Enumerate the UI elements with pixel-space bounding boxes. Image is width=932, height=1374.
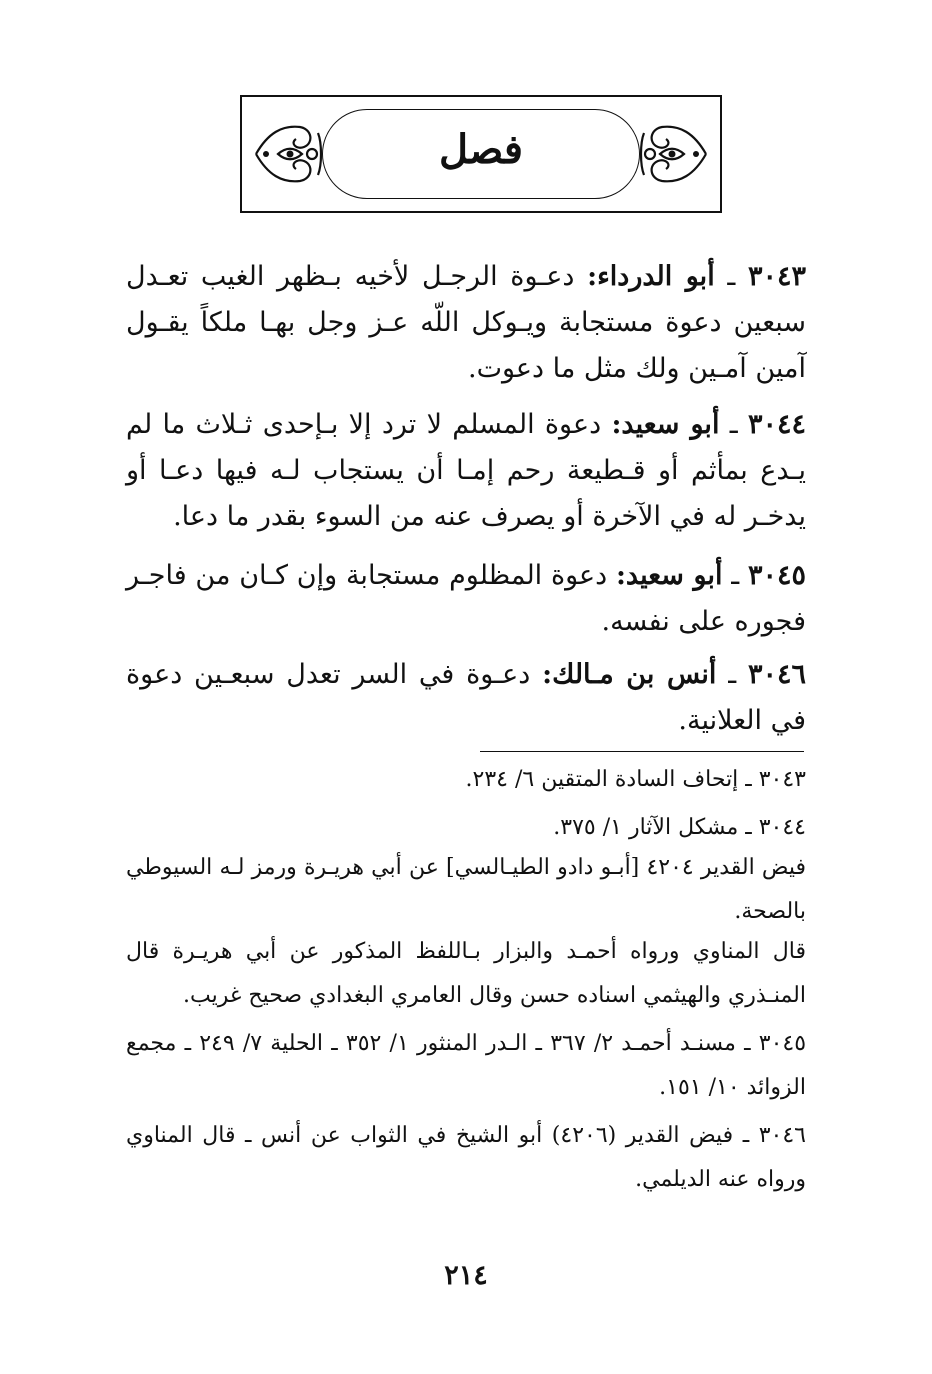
footnote: ٣٠٤٦ ـ فيض القدير (٤٢٠٦) أبو الشيخ في الثواب عن أنس ـ قال المناوي ورواه عنه الديلمي.: [126, 1123, 806, 1192]
arabesque-ornament-icon: [638, 113, 714, 195]
hadith-entry: ٣٠٤٣ ـ أبو الدرداء: دعـوة الرجـل لأخيه بـظهر الغيب تعـدل سبعين دعوة مستجابة ويـوكل اللّه عـز وجل بهـا ملكاً يقـول آمين آمـين ولك مثل ما دعوت.: [126, 261, 806, 384]
entry-text: دعوة المسلم لا ترد إلا بـإحدى ثـلاث ما لم يـدع بمأثم أو قـطيعة رحم إمـا أن يستجاب لـه فيها دعـا أو يدخـر له في الآخرة أو يصرف عنه من السوء بقدر ما دعا.: [126, 409, 806, 532]
footnote: قال المناوي ورواه أحمـد والبزار بـاللفظ المذكور عن أبي هريـرة قال المنـذري والهيثمي اسناده حسن وقال العامري البغدادي صحيح غريب.: [126, 939, 806, 1008]
footnote: فيض القدير ٤٢٠٤ [أبـو دادو الطيـالسي] عن أبي هريـرة ورمز لـه السيوطي بالصحة.: [126, 855, 806, 924]
entry-text: دعوة المظلوم مستجابة وإن كـان من فاجـر فجوره على نفسه.: [126, 560, 806, 637]
entry-number: ٣٠٤٣: [747, 261, 806, 292]
hadith-entry: ٣٠٤٥ ـ أبو سعيد: دعوة المظلوم مستجابة وإن كـان من فاجـر فجوره على نفسه.: [126, 560, 806, 637]
entry-number: ٣٠٤٥: [747, 560, 806, 591]
entry-narrator: أبو سعيد:: [615, 560, 723, 591]
entry-narrator: أبو سعيد:: [611, 409, 720, 440]
section-title: فصل: [438, 126, 524, 173]
arabesque-ornament-icon: [248, 113, 324, 195]
footnote: ٣٠٤٤ ـ مشكل الآثار ١/ ٣٧٥.: [553, 815, 806, 840]
footnote-divider: [480, 751, 804, 752]
header-oval: [322, 109, 640, 199]
hadith-entry: ٣٠٤٤ ـ أبو سعيد: دعوة المسلم لا ترد إلا بـإحدى ثـلاث ما لم يـدع بمأثم أو قـطيعة رحم إمـا أن يستجاب لـه فيها دعـا أو يدخـر له في الآخرة أو يصرف عنه من السوء بقدر ما دعا.: [126, 409, 806, 532]
entry-narrator: أبو الدرداء:: [587, 261, 715, 292]
page-number: ٢١٤: [444, 1260, 488, 1291]
footnote: ٣٠٤٥ ـ مسنـد أحمـد ٢/ ٣٦٧ ـ الـدر المنثور ١/ ٣٥٢ ـ الحلية ٧/ ٢٤٩ ـ مجمع الزوائد ١٠/ ١٥١.: [126, 1031, 807, 1100]
entry-number: ٣٠٤٦: [747, 659, 806, 690]
entry-number: ٣٠٤٤: [747, 409, 806, 440]
entry-narrator: أنس بن مـالك:: [542, 659, 717, 690]
footnote: ٣٠٤٣ ـ إتحاف السادة المتقين ٦/ ٢٣٤.: [465, 767, 806, 792]
entry-text: دعـوة الرجـل لأخيه بـظهر الغيب تعـدل سبعين دعوة مستجابة ويـوكل اللّه عـز وجل بهـا ملكاً يقـول آمين آمـين ولك مثل ما دعوت.: [126, 261, 806, 384]
hadith-entry: ٣٠٤٦ ـ أنس بن مـالك: دعـوة في السر تعدل سبعـين دعوة في العلانية.: [126, 659, 806, 736]
entry-text: دعـوة في السر تعدل سبعـين دعوة في العلانية.: [126, 659, 806, 736]
section-header-frame: [240, 95, 722, 213]
